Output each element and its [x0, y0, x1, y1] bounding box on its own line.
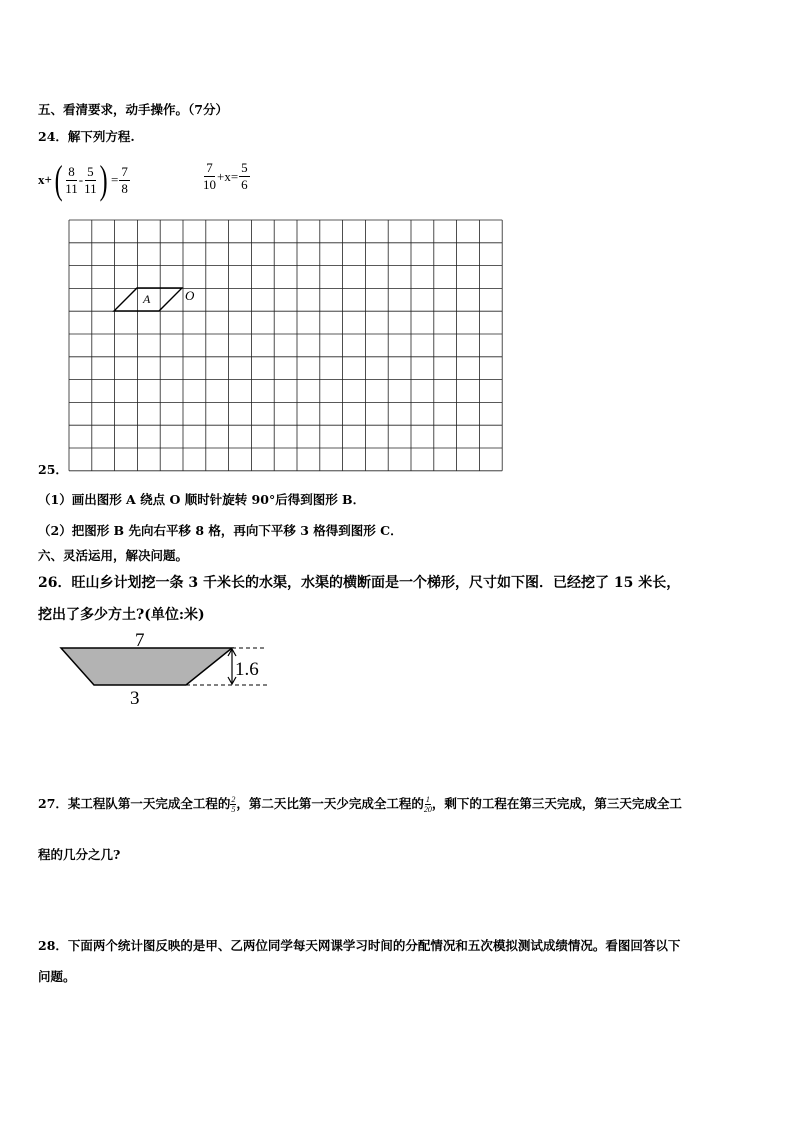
- question-24: [38, 127, 135, 145]
- shape-label: A: [143, 292, 151, 306]
- section-heading-5: 五、看清要求，动手操作。（7分）: [38, 102, 228, 117]
- fraction-small: $\frac{2}{5}$: [231, 795, 236, 814]
- top-length-label: 7: [135, 630, 145, 651]
- q26-line-2: 挖出了多少方土?(单位:米): [38, 607, 205, 623]
- q27-line-2: 程的几分之几?: [38, 847, 121, 862]
- q28-line-2: 问题。: [38, 969, 76, 984]
- fraction: $\frac{7}{8}$: [121, 163, 128, 196]
- fraction: $\frac{8}{11}$: [65, 163, 78, 196]
- q25-part-1: （1）画出图形 A 绕点 O 顺时针旋转 90°后得到图形 B．: [38, 492, 366, 507]
- trapezoid-cross-section: [55, 625, 285, 710]
- equation-2: $\frac{7}{10}$ +x= $\frac{5}{6}$: [203, 160, 248, 192]
- point-label: O: [185, 288, 195, 303]
- fraction: $\frac{5}{11}$: [84, 163, 97, 196]
- question-number-25: 25．: [38, 462, 68, 477]
- trapezoid-shape: [61, 648, 232, 685]
- question-number: 24．: [38, 129, 68, 144]
- grid-lines: [69, 220, 502, 471]
- fraction-small: $\frac{1}{20}$: [423, 795, 432, 814]
- section-heading-6: 六、灵活运用，解决问题。: [38, 548, 189, 563]
- q25-part-2: （2）把图形 B 先向右平移 8 格，再向下平移 3 格得到图形 C．: [38, 523, 403, 538]
- question-text: 解下列方程.: [67, 129, 135, 144]
- height-label: 1.6: [235, 659, 259, 680]
- q27-line-1: 27．某工程队第一天完成全工程的 $\frac{2}{5}$ ，第二天比第一天少完成全工程的 $\frac{1}{20}$ ，剩下的工程在第三天完成，第三天完成全工: [38, 795, 682, 814]
- bottom-length-label: 3: [130, 688, 140, 709]
- q26-line-1: 26．旺山乡计划挖一条 3 千米长的水渠，水渠的横断面是一个梯形，尺寸如下图．已经挖了 15 米长，: [38, 575, 681, 591]
- equation-1: x+ ( $\frac{8}{11}$ - $\frac{5}{11}$ ) = $\frac{7}{8}$: [38, 157, 128, 202]
- q28-line-1: 28．下面两个统计图反映的是甲、乙两位同学每天网课学习时间的分配情况和五次模拟测试成绩情况。看图回答以下: [38, 938, 681, 953]
- fraction: $\frac{5}{6}$: [241, 160, 248, 192]
- square-grid: [60, 210, 510, 480]
- fraction: $\frac{7}{10}$: [203, 160, 216, 192]
